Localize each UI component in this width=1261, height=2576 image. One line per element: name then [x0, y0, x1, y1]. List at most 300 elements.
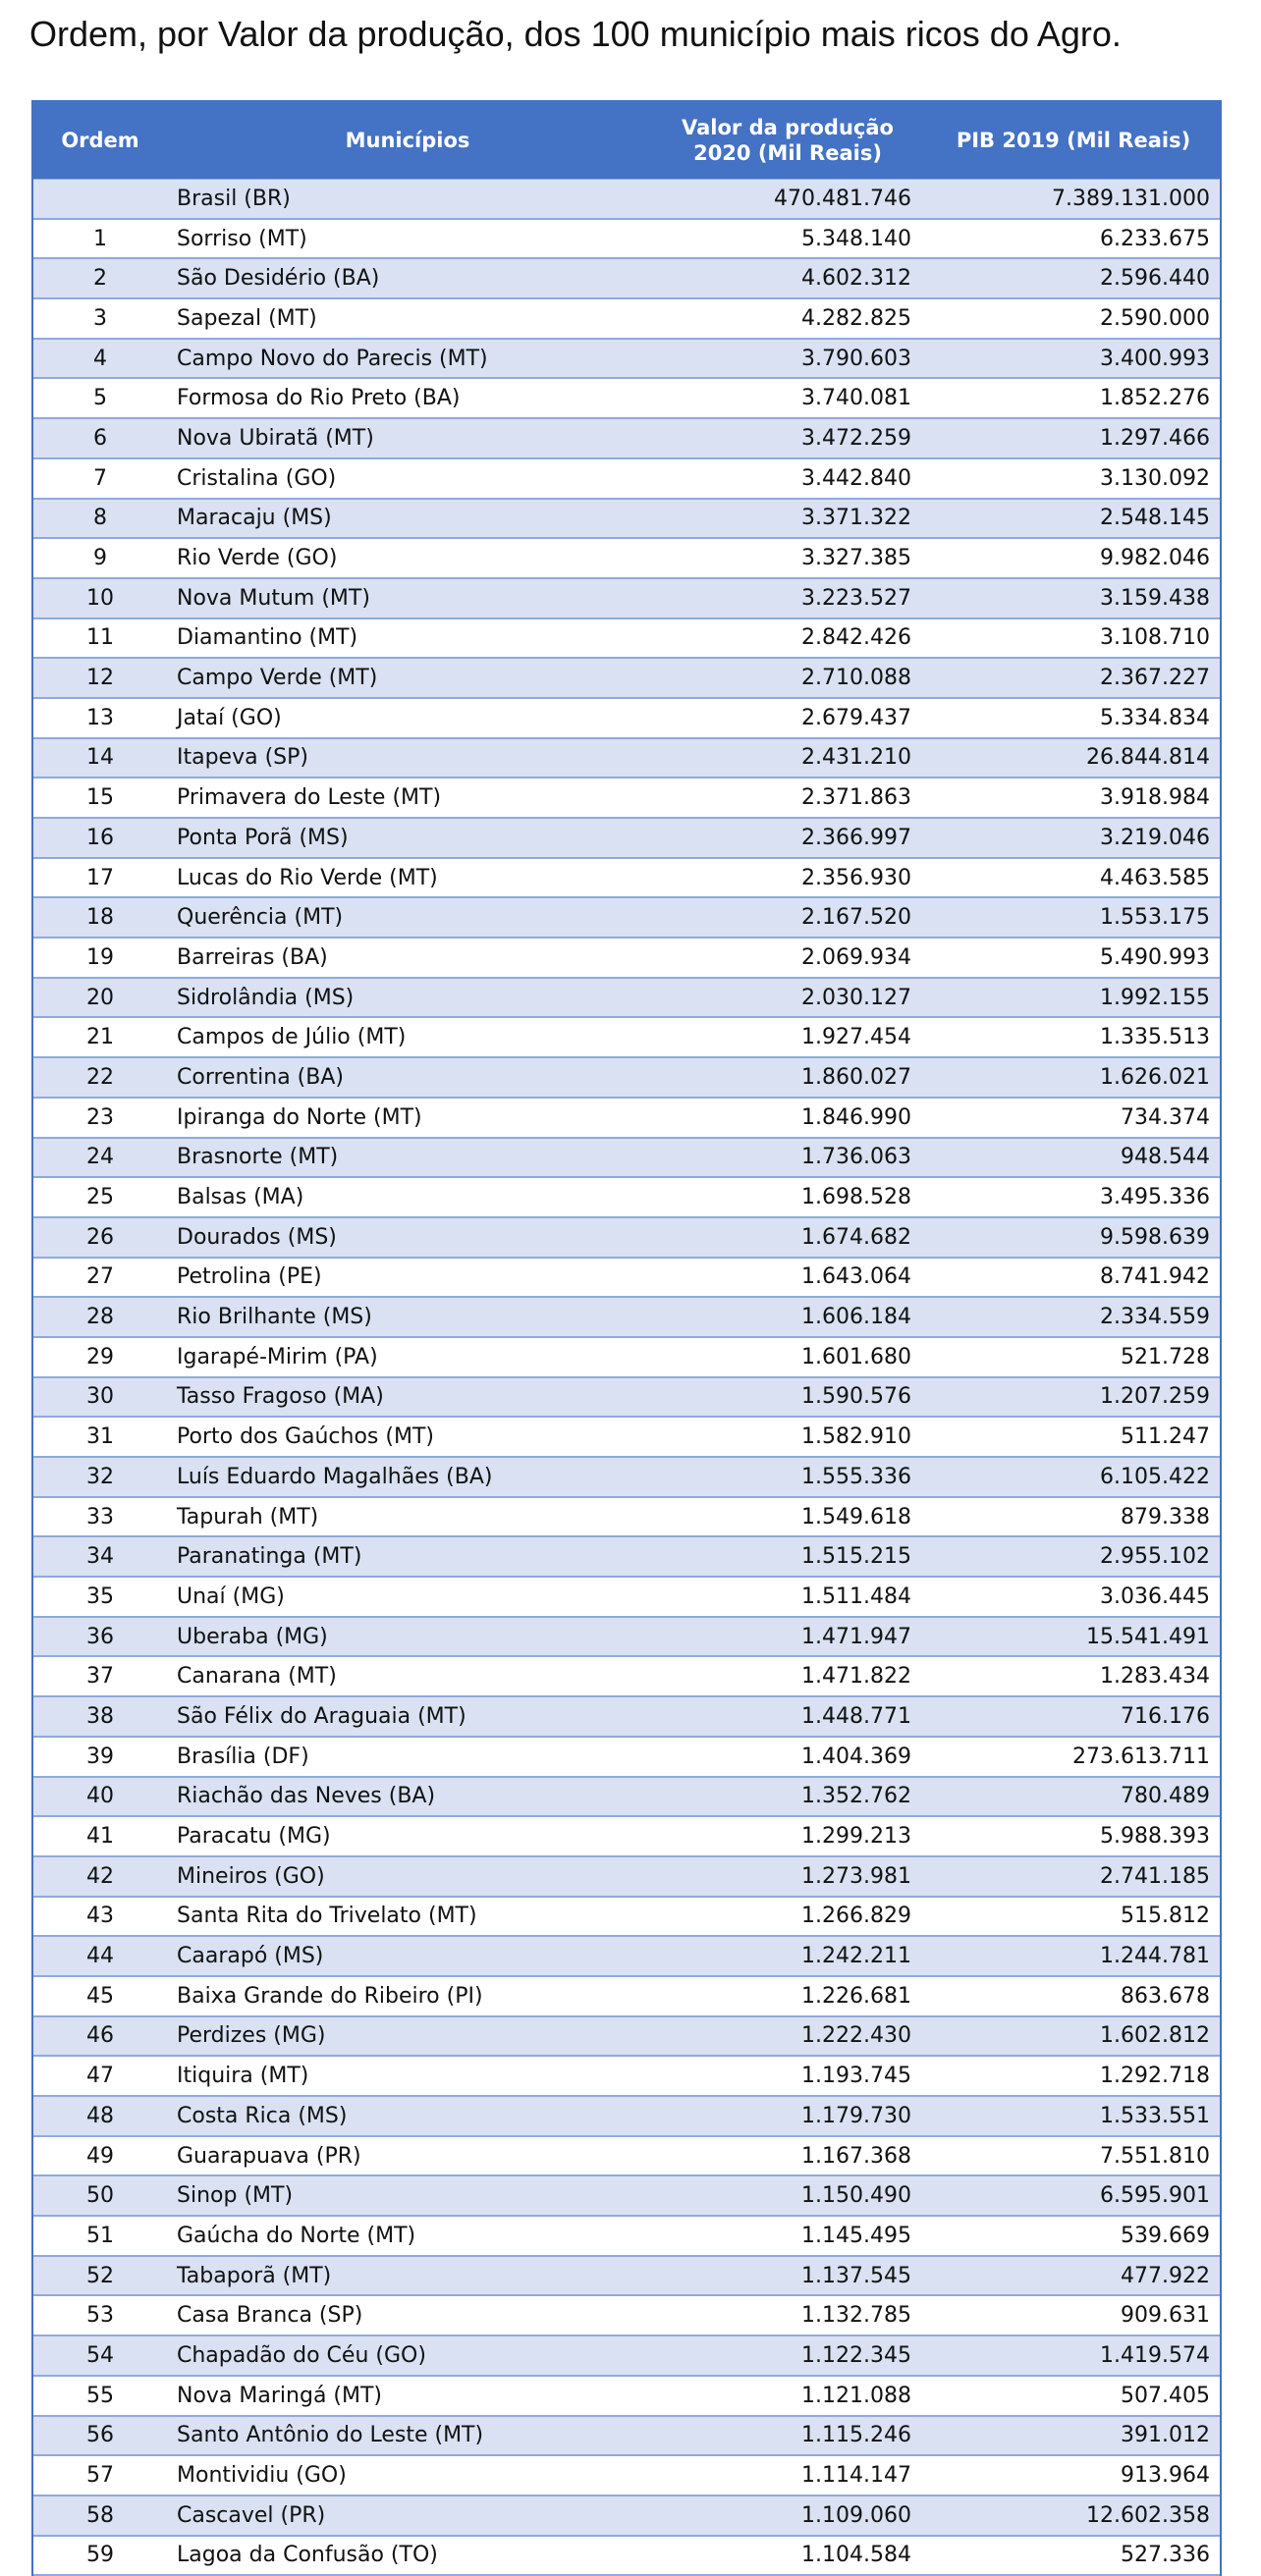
- cell-pib: 909.631: [927, 2295, 1220, 2335]
- table-row: [33, 339, 1220, 379]
- cell-municipality: Santo Antônio do Leste (MT): [167, 2416, 648, 2456]
- cell-municipality: Sorriso (MT): [167, 219, 648, 259]
- header-value-line2: 2020 (Mil Reais): [693, 141, 882, 165]
- table-row: [33, 698, 1220, 738]
- cell-pib: 3.219.046: [927, 818, 1220, 858]
- cell-production-value: 4.602.312: [648, 258, 927, 298]
- cell-rank: 37: [33, 1656, 167, 1696]
- cell-production-value: 3.442.840: [648, 458, 927, 499]
- cell-pib: 734.374: [927, 1098, 1220, 1138]
- cell-municipality: Primavera do Leste (MT): [167, 778, 648, 818]
- table-row: [33, 818, 1220, 858]
- cell-production-value: 1.606.184: [648, 1297, 927, 1337]
- cell-pib: 7.551.810: [927, 2136, 1220, 2176]
- cell-municipality: Nova Ubiratã (MT): [167, 418, 648, 458]
- cell-rank: 45: [33, 1976, 167, 2016]
- cell-production-value: 1.404.369: [648, 1737, 927, 1777]
- cell-rank: 21: [33, 1017, 167, 1057]
- cell-rank: 29: [33, 1337, 167, 1377]
- cell-production-value: 2.371.863: [648, 778, 927, 818]
- cell-rank: 46: [33, 2016, 167, 2057]
- cell-pib: 477.922: [927, 2256, 1220, 2296]
- cell-municipality: Tapurah (MT): [167, 1497, 648, 1537]
- cell-municipality: Campo Verde (MT): [167, 658, 648, 698]
- cell-production-value: 1.266.829: [648, 1897, 927, 1937]
- cell-pib: 507.405: [927, 2376, 1220, 2416]
- cell-rank: 52: [33, 2256, 167, 2296]
- cell-pib: 1.419.574: [927, 2335, 1220, 2376]
- cell-municipality: Diamantino (MT): [167, 618, 648, 659]
- cell-municipality: Itapeva (SP): [167, 738, 648, 778]
- cell-pib: 5.334.834: [927, 698, 1220, 738]
- table-row: [33, 458, 1220, 499]
- cell-municipality: Maracaju (MS): [167, 499, 648, 539]
- cell-municipality: Costa Rica (MS): [167, 2096, 648, 2136]
- cell-pib: 6.233.675: [927, 219, 1220, 259]
- cell-rank: 53: [33, 2295, 167, 2335]
- cell-production-value: 1.167.368: [648, 2136, 927, 2176]
- cell-pib: 913.964: [927, 2455, 1220, 2496]
- table-row: [33, 1856, 1220, 1897]
- cell-rank: 55: [33, 2376, 167, 2416]
- cell-production-value: 3.223.527: [648, 578, 927, 618]
- cell-production-value: 1.352.762: [648, 1777, 927, 1817]
- cell-pib: 26.844.814: [927, 738, 1220, 778]
- cell-production-value: 1.226.681: [648, 1976, 927, 2016]
- cell-pib: 521.728: [927, 1337, 1220, 1377]
- cell-production-value: 5.348.140: [648, 219, 927, 259]
- cell-pib: 511.247: [927, 1417, 1220, 1457]
- cell-municipality: Montividiu (GO): [167, 2455, 648, 2496]
- cell-municipality: Luís Eduardo Magalhães (BA): [167, 1457, 648, 1497]
- cell-pib: 2.334.559: [927, 1297, 1220, 1337]
- table-row: [33, 778, 1220, 818]
- cell-rank: 25: [33, 1177, 167, 1217]
- cell-rank: 59: [33, 2536, 167, 2576]
- table-row: [33, 978, 1220, 1018]
- cell-rank: 47: [33, 2056, 167, 2096]
- cell-rank: 33: [33, 1497, 167, 1537]
- table-row: [33, 2295, 1220, 2335]
- cell-municipality: Querência (MT): [167, 897, 648, 938]
- cell-rank: 36: [33, 1617, 167, 1657]
- table-row: [33, 1936, 1220, 1976]
- ranking-table-grid: [33, 102, 1220, 2576]
- cell-municipality: Jataí (GO): [167, 698, 648, 738]
- cell-pib: 391.012: [927, 2416, 1220, 2456]
- cell-municipality: Brasnorte (MT): [167, 1138, 648, 1178]
- cell-pib: 1.553.175: [927, 897, 1220, 938]
- cell-production-value: 1.132.785: [648, 2295, 927, 2335]
- table-row: [33, 2096, 1220, 2136]
- cell-pib: 539.669: [927, 2216, 1220, 2256]
- cell-rank: 40: [33, 1777, 167, 1817]
- cell-production-value: 1.222.430: [648, 2016, 927, 2057]
- cell-municipality: Formosa do Rio Preto (BA): [167, 378, 648, 418]
- cell-rank: 49: [33, 2136, 167, 2176]
- table-row: [33, 2016, 1220, 2057]
- cell-production-value: 1.448.771: [648, 1696, 927, 1737]
- cell-pib: 2.367.227: [927, 658, 1220, 698]
- cell-municipality: São Félix do Araguaia (MT): [167, 1696, 648, 1737]
- header-municipality: Municípios: [167, 102, 648, 180]
- cell-rank: 1: [33, 219, 167, 259]
- table-row-brasil: [33, 180, 1220, 219]
- table-row: [33, 1017, 1220, 1057]
- cell-municipality: Baixa Grande do Ribeiro (PI): [167, 1976, 648, 2016]
- table-row: [33, 1816, 1220, 1856]
- cell-production-value: 1.122.345: [648, 2335, 927, 2376]
- cell-municipality: Nova Mutum (MT): [167, 578, 648, 618]
- cell-pib: 12.602.358: [927, 2496, 1220, 2536]
- cell-rank: 42: [33, 1856, 167, 1897]
- table-row: [33, 219, 1220, 259]
- cell-rank: 43: [33, 1897, 167, 1937]
- cell-municipality: Itiquira (MT): [167, 2056, 648, 2096]
- table-row: [33, 2376, 1220, 2416]
- cell-municipality: Chapadão do Céu (GO): [167, 2335, 648, 2376]
- cell-municipality: Santa Rita do Trivelato (MT): [167, 1897, 648, 1937]
- cell-pib: 716.176: [927, 1696, 1220, 1737]
- cell-municipality: Cristalina (GO): [167, 458, 648, 499]
- cell-municipality: Balsas (MA): [167, 1177, 648, 1217]
- cell-production-value: 2.842.426: [648, 618, 927, 659]
- cell-production-value: 3.472.259: [648, 418, 927, 458]
- cell-rank: 12: [33, 658, 167, 698]
- cell-rank: 28: [33, 1297, 167, 1337]
- cell-rank: 7: [33, 458, 167, 499]
- cell-municipality: Uberaba (MG): [167, 1617, 648, 1657]
- table-row: [33, 1377, 1220, 1418]
- cell-pib: 780.489: [927, 1777, 1220, 1817]
- table-row: [33, 658, 1220, 698]
- cell-pib: 879.338: [927, 1497, 1220, 1537]
- cell-rank: 2: [33, 258, 167, 298]
- table-row: [33, 1617, 1220, 1657]
- cell-pib: 9.982.046: [927, 538, 1220, 578]
- cell-pib: 8.741.942: [927, 1258, 1220, 1298]
- cell-municipality: Brasília (DF): [167, 1737, 648, 1777]
- cell-production-value: 3.790.603: [648, 339, 927, 379]
- table-row: [33, 858, 1220, 898]
- cell-rank: 24: [33, 1138, 167, 1178]
- table-row: [33, 1417, 1220, 1457]
- cell-pib: 3.495.336: [927, 1177, 1220, 1217]
- cell-rank: 8: [33, 499, 167, 539]
- cell-municipality: Mineiros (GO): [167, 1856, 648, 1897]
- cell-municipality: Unaí (MG): [167, 1577, 648, 1617]
- cell-municipality: Campos de Júlio (MT): [167, 1017, 648, 1057]
- cell-pib: 6.105.422: [927, 1457, 1220, 1497]
- table-row: [33, 2536, 1220, 2576]
- table-row: [33, 738, 1220, 778]
- table-row: [33, 1696, 1220, 1737]
- cell-municipality: Correntina (BA): [167, 1057, 648, 1098]
- cell-municipality: Barreiras (BA): [167, 938, 648, 978]
- table-row: [33, 418, 1220, 458]
- cell-rank: 5: [33, 378, 167, 418]
- cell-municipality: Caarapó (MS): [167, 1936, 648, 1976]
- table-row: [33, 578, 1220, 618]
- cell-pib: 948.544: [927, 1138, 1220, 1178]
- cell-municipality: Cascavel (PR): [167, 2496, 648, 2536]
- cell-municipality: Perdizes (MG): [167, 2016, 648, 2057]
- cell-pib: 2.590.000: [927, 298, 1220, 339]
- table-row: [33, 2496, 1220, 2536]
- cell-rank: 51: [33, 2216, 167, 2256]
- cell-municipality: Ipiranga do Norte (MT): [167, 1098, 648, 1138]
- table-row: [33, 1217, 1220, 1258]
- cell-production-value: 1.299.213: [648, 1816, 927, 1856]
- cell-production-value: 1.242.211: [648, 1936, 927, 1976]
- cell-production-value: 1.137.545: [648, 2256, 927, 2296]
- cell-pib: 515.812: [927, 1897, 1220, 1937]
- table-row: [33, 1258, 1220, 1298]
- table-row: [33, 1777, 1220, 1817]
- cell-municipality: Casa Branca (SP): [167, 2295, 648, 2335]
- cell-municipality: Campo Novo do Parecis (MT): [167, 339, 648, 379]
- cell-pib: 1.297.466: [927, 418, 1220, 458]
- table-row: [33, 1057, 1220, 1098]
- cell-municipality: Porto dos Gaúchos (MT): [167, 1417, 648, 1457]
- cell-production-value: 1.643.064: [648, 1258, 927, 1298]
- table-row: [33, 1577, 1220, 1617]
- cell-pib: 3.036.445: [927, 1577, 1220, 1617]
- cell-municipality: Igarapé-Mirim (PA): [167, 1337, 648, 1377]
- cell-production-value: 1.179.730: [648, 2096, 927, 2136]
- cell-rank: 58: [33, 2496, 167, 2536]
- cell-rank: 9: [33, 538, 167, 578]
- cell-production-value: 2.431.210: [648, 738, 927, 778]
- cell-pib: 2.548.145: [927, 499, 1220, 539]
- cell-production-value: 1.555.336: [648, 1457, 927, 1497]
- cell-rank: [33, 180, 167, 219]
- cell-rank: 22: [33, 1057, 167, 1098]
- cell-pib: 1.292.718: [927, 2056, 1220, 2096]
- cell-pib: 7.389.131.000: [927, 180, 1220, 219]
- table-row: [33, 938, 1220, 978]
- table-row: [33, 1457, 1220, 1497]
- cell-production-value: 1.736.063: [648, 1138, 927, 1178]
- table-row: [33, 2416, 1220, 2456]
- cell-rank: 54: [33, 2335, 167, 2376]
- cell-production-value: 4.282.825: [648, 298, 927, 339]
- table-row: [33, 538, 1220, 578]
- cell-municipality: Sapezal (MT): [167, 298, 648, 339]
- cell-municipality: Lagoa da Confusão (TO): [167, 2536, 648, 2576]
- cell-pib: 273.613.711: [927, 1737, 1220, 1777]
- cell-rank: 14: [33, 738, 167, 778]
- cell-production-value: 2.356.930: [648, 858, 927, 898]
- cell-production-value: 1.601.680: [648, 1337, 927, 1377]
- table-row: [33, 2056, 1220, 2096]
- cell-rank: 19: [33, 938, 167, 978]
- cell-rank: 11: [33, 618, 167, 659]
- cell-rank: 27: [33, 1258, 167, 1298]
- cell-production-value: 1.515.215: [648, 1536, 927, 1577]
- cell-production-value: 1.115.246: [648, 2416, 927, 2456]
- cell-pib: 2.741.185: [927, 1856, 1220, 1897]
- cell-production-value: 3.327.385: [648, 538, 927, 578]
- table-row: [33, 2455, 1220, 2496]
- cell-pib: 1.992.155: [927, 978, 1220, 1018]
- cell-municipality: Guarapuava (PR): [167, 2136, 648, 2176]
- table-row: [33, 499, 1220, 539]
- cell-pib: 1.602.812: [927, 2016, 1220, 2057]
- cell-production-value: 1.698.528: [648, 1177, 927, 1217]
- cell-rank: 35: [33, 1577, 167, 1617]
- ranking-table: [31, 100, 1222, 2576]
- table-row: [33, 1976, 1220, 2016]
- page-title: Ordem, por Valor da produção, dos 100 município mais ricos do Agro.: [29, 14, 1122, 54]
- cell-rank: 34: [33, 1536, 167, 1577]
- table-header-row: [33, 102, 1220, 180]
- cell-municipality: Dourados (MS): [167, 1217, 648, 1258]
- cell-rank: 39: [33, 1737, 167, 1777]
- cell-pib: 9.598.639: [927, 1217, 1220, 1258]
- cell-rank: 32: [33, 1457, 167, 1497]
- table-row: [33, 1656, 1220, 1696]
- cell-pib: 2.596.440: [927, 258, 1220, 298]
- cell-rank: 13: [33, 698, 167, 738]
- cell-pib: 1.244.781: [927, 1936, 1220, 1976]
- cell-pib: 863.678: [927, 1976, 1220, 2016]
- table-row: [33, 2256, 1220, 2296]
- cell-production-value: 1.549.618: [648, 1497, 927, 1537]
- cell-pib: 1.207.259: [927, 1377, 1220, 1418]
- cell-production-value: 1.927.454: [648, 1017, 927, 1057]
- cell-production-value: 1.511.484: [648, 1577, 927, 1617]
- table-row: [33, 1138, 1220, 1178]
- cell-rank: 57: [33, 2455, 167, 2496]
- cell-rank: 16: [33, 818, 167, 858]
- cell-rank: 50: [33, 2175, 167, 2216]
- cell-municipality: Paracatu (MG): [167, 1816, 648, 1856]
- cell-production-value: 1.121.088: [648, 2376, 927, 2416]
- cell-production-value: 1.471.822: [648, 1656, 927, 1696]
- table-row: [33, 2136, 1220, 2176]
- table-row: [33, 897, 1220, 938]
- cell-pib: 5.490.993: [927, 938, 1220, 978]
- header-production-value: [648, 102, 927, 180]
- cell-production-value: 1.109.060: [648, 2496, 927, 2536]
- cell-production-value: 1.674.682: [648, 1217, 927, 1258]
- cell-rank: 18: [33, 897, 167, 938]
- cell-rank: 41: [33, 1816, 167, 1856]
- cell-municipality: Brasil (BR): [167, 180, 648, 219]
- cell-pib: 3.108.710: [927, 618, 1220, 659]
- cell-pib: 527.336: [927, 2536, 1220, 2576]
- cell-production-value: 3.740.081: [648, 378, 927, 418]
- cell-municipality: Rio Brilhante (MS): [167, 1297, 648, 1337]
- cell-pib: 15.541.491: [927, 1617, 1220, 1657]
- table-row: [33, 298, 1220, 339]
- cell-pib: 1.533.551: [927, 2096, 1220, 2136]
- cell-rank: 10: [33, 578, 167, 618]
- cell-pib: 1.335.513: [927, 1017, 1220, 1057]
- table-row: [33, 2335, 1220, 2376]
- cell-production-value: 2.710.088: [648, 658, 927, 698]
- table-row: [33, 258, 1220, 298]
- cell-production-value: 2.679.437: [648, 698, 927, 738]
- cell-production-value: 1.145.495: [648, 2216, 927, 2256]
- table-row: [33, 618, 1220, 659]
- cell-rank: 38: [33, 1696, 167, 1737]
- cell-production-value: 1.846.990: [648, 1098, 927, 1138]
- cell-pib: 2.955.102: [927, 1536, 1220, 1577]
- cell-production-value: 1.590.576: [648, 1377, 927, 1418]
- table-row: [33, 1098, 1220, 1138]
- cell-pib: 3.400.993: [927, 339, 1220, 379]
- table-row: [33, 1737, 1220, 1777]
- cell-production-value: 1.150.490: [648, 2175, 927, 2216]
- cell-municipality: Ponta Porã (MS): [167, 818, 648, 858]
- cell-production-value: 1.114.147: [648, 2455, 927, 2496]
- cell-municipality: Sidrolândia (MS): [167, 978, 648, 1018]
- cell-production-value: 1.104.584: [648, 2536, 927, 2576]
- cell-municipality: Petrolina (PE): [167, 1258, 648, 1298]
- cell-pib: 1.283.434: [927, 1656, 1220, 1696]
- cell-rank: 48: [33, 2096, 167, 2136]
- cell-production-value: 1.860.027: [648, 1057, 927, 1098]
- table-body: [33, 180, 1220, 2576]
- cell-rank: 20: [33, 978, 167, 1018]
- cell-production-value: 2.069.934: [648, 938, 927, 978]
- table-row: [33, 1177, 1220, 1217]
- cell-production-value: 1.471.947: [648, 1617, 927, 1657]
- cell-municipality: São Desidério (BA): [167, 258, 648, 298]
- header-rank: Ordem: [33, 102, 167, 180]
- cell-municipality: Paranatinga (MT): [167, 1536, 648, 1577]
- cell-pib: 3.918.984: [927, 778, 1220, 818]
- cell-municipality: Riachão das Neves (BA): [167, 1777, 648, 1817]
- cell-pib: 3.159.438: [927, 578, 1220, 618]
- cell-production-value: 1.273.981: [648, 1856, 927, 1897]
- cell-rank: 26: [33, 1217, 167, 1258]
- header-value-line1: Valor da produção: [682, 115, 894, 139]
- cell-rank: 6: [33, 418, 167, 458]
- cell-rank: 30: [33, 1377, 167, 1418]
- cell-rank: 15: [33, 778, 167, 818]
- cell-pib: 1.626.021: [927, 1057, 1220, 1098]
- cell-production-value: 2.167.520: [648, 897, 927, 938]
- cell-production-value: 2.030.127: [648, 978, 927, 1018]
- table-row: [33, 1497, 1220, 1537]
- cell-production-value: 1.193.745: [648, 2056, 927, 2096]
- cell-municipality: Tasso Fragoso (MA): [167, 1377, 648, 1418]
- cell-production-value: 1.582.910: [648, 1417, 927, 1457]
- table-row: [33, 1337, 1220, 1377]
- table-row: [33, 1536, 1220, 1577]
- table-row: [33, 378, 1220, 418]
- cell-rank: 17: [33, 858, 167, 898]
- cell-production-value: 3.371.322: [648, 499, 927, 539]
- cell-pib: 1.852.276: [927, 378, 1220, 418]
- cell-municipality: Lucas do Rio Verde (MT): [167, 858, 648, 898]
- cell-municipality: Gaúcha do Norte (MT): [167, 2216, 648, 2256]
- cell-rank: 4: [33, 339, 167, 379]
- cell-rank: 23: [33, 1098, 167, 1138]
- cell-pib: 4.463.585: [927, 858, 1220, 898]
- cell-pib: 6.595.901: [927, 2175, 1220, 2216]
- cell-production-value: 470.481.746: [648, 180, 927, 219]
- table-row: [33, 1297, 1220, 1337]
- cell-pib: 5.988.393: [927, 1816, 1220, 1856]
- header-pib: PIB 2019 (Mil Reais): [927, 102, 1220, 180]
- cell-municipality: Rio Verde (GO): [167, 538, 648, 578]
- cell-rank: 3: [33, 298, 167, 339]
- cell-municipality: Canarana (MT): [167, 1656, 648, 1696]
